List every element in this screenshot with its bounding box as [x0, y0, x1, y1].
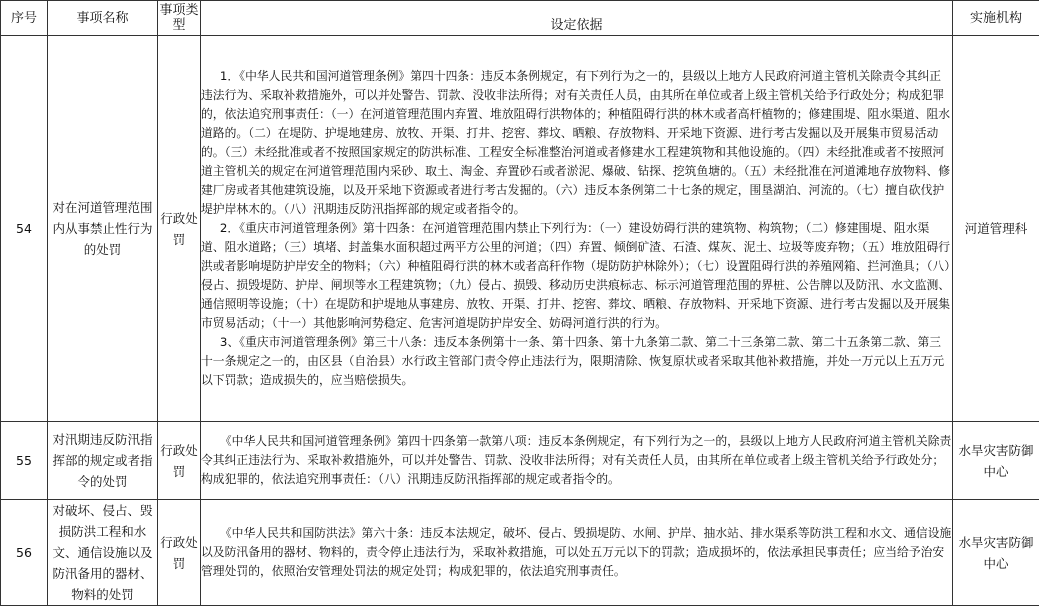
header-basis: 设定依据 [201, 1, 953, 36]
row-seq: 54 [1, 36, 48, 422]
table-row [1, 500, 1039, 606]
row-item-type: 行政处罚 [158, 422, 201, 500]
row-item-name: 对汛期违反防汛指挥部的规定或者指令的处罚 [48, 422, 158, 500]
row-item-name: 对破坏、侵占、毁损防洪工程和水文、通信设施以及防汛备用的器材、物料的处罚 [48, 500, 158, 606]
row-seq: 56 [1, 500, 48, 606]
basis-paragraph: 《中华人民共和国河道管理条例》第四十四条第一款第八项：违反本条例规定，有下列行为之一的，县级以上地方人民政府河道主管机关除责令其纠正违法行为、采取补救措施外，可以并处警告、罚款、没收非法所得；对有关责任人员，由其所在单位或者上级主管机关给予行政处分；构成犯罪的，依法追究刑事责任：（八）汛期违反防汛指挥部的规定或者指令的。 [201, 432, 952, 489]
row-seq: 55 [1, 422, 48, 500]
basis-paragraph: 2．《重庆市河道管理条例》第十四条：在河道管理范围内禁止下列行为：（一）建设妨碍行洪的建筑物、构筑物；（二）修建围堤、阻水渠道、阻水道路；（三）填堵、封盖集水面积超过两平方公里的河道；（四）弃置、倾倒矿渣、石渣、煤灰、泥土、垃圾等废弃物；（五）堆放阻碍行洪或者影响堤防护岸安全的物料；（六）种植阻碍行洪的林木或者高秆作物（堤防防护林除外）；（七）设置阻碍行洪的养殖网箱、拦河渔具；（八）侵占、损毁堤防、护岸、闸坝等水工程建筑物；（九）侵占、损毁、移动历史洪痕标志、标示河道管理范围的界桩、公告牌以及防汛、水文监测、通信照明等设施；（十）在堤防和护堤地从事建房、放牧、开渠、打井、挖窖、葬坟、晒粮、存放物料、开采地下资源、进行考古发掘以及开展集市贸易活动；（十一）其他影响河势稳定、危害河道堤防护岸安全、妨碍河道行洪的行为。 [201, 219, 952, 333]
row-agency: 水旱灾害防御中心 [953, 422, 1039, 500]
row-item-type: 行政处罚 [158, 36, 201, 422]
row-item-name: 对在河道管理范围内从事禁止性行为的处罚 [48, 36, 158, 422]
table-row [1, 36, 1039, 422]
basis-paragraph: 《中华人民共和国防洪法》第六十条：违反本法规定，破坏、侵占、毁损堤防、水闸、护岸、抽水站、排水渠系等防洪工程和水文、通信设施以及防汛备用的器材、物料的，责令停止违法行为，采取补救措施，可以处五万元以下的罚款；造成损坏的，依法承担民事责任；应当给予治安管理处罚的，依照治安管理处罚法的规定处罚；构成犯罪的，依法追究刑事责任。 [201, 524, 952, 581]
row-basis [201, 422, 953, 500]
header-item-name: 事项名称 [48, 1, 158, 36]
header-agency: 实施机构 [953, 1, 1039, 36]
header-item-type: 事项类型 [158, 1, 201, 36]
basis-paragraph: 3、《重庆市河道管理条例》第三十八条：违反本条例第十一条、第十四条、第十九条第二款、第二十三条第二款、第二十五条第二款、第三十一条规定之一的，由区县（自治县）水行政主管部门责令停止违法行为，限期清除、恢复原状或者采取其他补救措施，并处一万元以上五万元以下罚款；造成损失的，应当赔偿损失。 [201, 333, 952, 390]
basis-paragraph: 1．《中华人民共和国河道管理条例》第四十四条：违反本条例规定，有下列行为之一的，县级以上地方人民政府河道主管机关除责令其纠正违法行为、采取补救措施外，可以并处警告、罚款、没收非法所得；对有关责任人员，由其所在单位或者上级主管机关给予行政处分；构成犯罪的，依法追究刑事责任：（一）在河道管理范围内弃置、堆放阻碍行洪物体的；种植阻碍行洪的林木或者高杆植物的；修建围堤、阻水渠道、阻水道路的。（二）在堤防、护堤地建房、放牧、开渠、打井、挖窖、葬坟、晒粮、存放物料、开采地下资源、进行考古发掘以及开展集市贸易活动的。（三）未经批准或者不按照国家规定的防洪标准、工程安全标准整治河道或者修建水工程建筑物和其他设施的。（四）未经批准或者不按照河道主管机关的规定在河道管理范围内采砂、取土、淘金、弃置砂石或者淤泥、爆破、钻探、挖筑鱼塘的。（五）未经批准在河道滩地存放物料、修建厂房或者其他建筑设施，以及开采地下资源或者进行考古发掘的。（六）违反本条例第二十七条的规定，围垦湖泊、河流的。（七）擅自砍伐护堤护岸林木的。（八）汛期违反防汛指挥部的规定或者指令的。 [201, 67, 952, 219]
header-row [1, 1, 1039, 36]
table-row [1, 422, 1039, 500]
row-agency: 水旱灾害防御中心 [953, 500, 1039, 606]
row-item-type: 行政处罚 [158, 500, 201, 606]
row-agency: 河道管理科 [953, 36, 1039, 422]
header-seq: 序号 [1, 1, 48, 36]
row-basis [201, 36, 953, 422]
row-basis [201, 500, 953, 606]
